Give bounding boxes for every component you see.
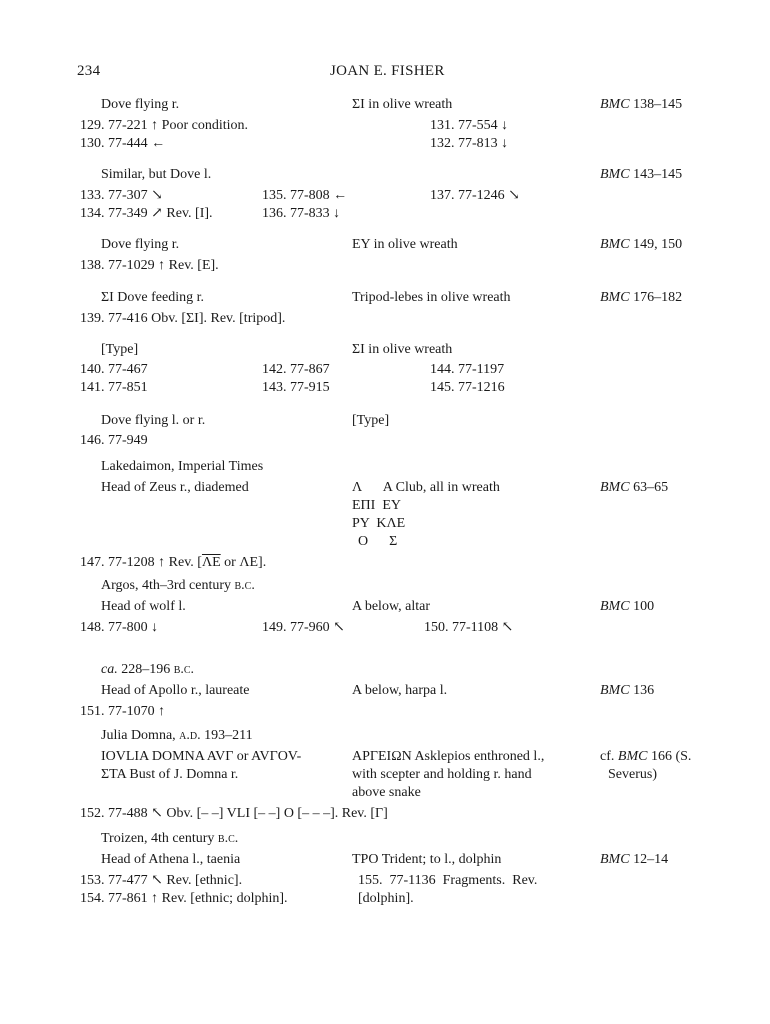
catalog-entry: 143. 77-915 — [262, 380, 330, 395]
catalog-entry: 136. 77-833 ↓ — [262, 206, 341, 221]
reverse-legend-line: with scepter and holding r. hand — [352, 767, 532, 782]
reverse-description: EY in olive wreath — [352, 237, 458, 252]
catalog-entry: 146. 77-949 — [80, 433, 148, 448]
reverse-description: ΣI in olive wreath — [352, 342, 453, 357]
bmc-prefix: cf. — [600, 749, 618, 764]
catalog-entry: 131. 77-554 ↓ — [430, 118, 509, 133]
section-heading — [101, 577, 255, 595]
catalog-entry: 137. 77-1246 ↘ — [430, 188, 520, 203]
bmc-number: 63–65 — [629, 480, 669, 495]
catalog-entry: 135. 77-808 ← — [262, 188, 348, 203]
catalog-entry: 140. 77-467 — [80, 362, 148, 377]
heading-era: a.d. — [179, 728, 201, 743]
reverse-description: TPO Trident; to l., dolphin — [352, 852, 502, 867]
bmc-number: 136 — [629, 683, 655, 698]
bmc-reference — [600, 598, 654, 616]
heading-era: b.c. — [217, 831, 239, 846]
obverse-description: Head of Zeus r., diademed — [101, 480, 249, 495]
catalog-entry: 129. 77-221 ↑ Poor condition. — [80, 118, 248, 133]
bmc-reference — [600, 96, 682, 114]
catalog-entry: 132. 77-813 ↓ — [430, 136, 509, 151]
bmc-number: 149, 150 — [629, 237, 683, 252]
bmc-abbr: BMC — [600, 599, 630, 614]
catalog-entry: 145. 77-1216 — [430, 380, 505, 395]
catalog-entry: 151. 77-1070 ↑ — [80, 704, 166, 719]
section-heading: Lakedaimon, Imperial Times — [101, 459, 264, 474]
reverse-legend-line: ΕΠΙ EY — [352, 498, 401, 513]
bmc-abbr: BMC — [600, 167, 630, 182]
catalog-entry-continued: [dolphin]. — [358, 891, 414, 906]
section-heading — [101, 727, 253, 745]
catalog-entry: 154. 77-861 ↑ Rev. [ethnic; dolphin]. — [80, 891, 288, 906]
reverse-description: Tripod-lebes in olive wreath — [352, 290, 511, 305]
reverse-legend-line: above snake — [352, 785, 421, 800]
obverse-description: Dove flying r. — [101, 97, 180, 112]
bmc-abbr: BMC — [600, 683, 630, 698]
page-number: 234 — [77, 63, 101, 79]
catalog-entry: 153. 77-477 ↖ Rev. [ethnic]. — [80, 873, 243, 888]
bmc-reference — [600, 851, 668, 869]
bmc-abbr: BMC — [617, 749, 648, 764]
reverse-legend-line: Λ A Club, all in wreath — [352, 480, 500, 495]
bmc-abbr: BMC — [600, 97, 630, 112]
bmc-number: 176–182 — [629, 290, 683, 305]
catalog-entry: 155. 77-1136 Fragments. Rev. — [358, 873, 538, 888]
heading-text: 228–196 — [117, 662, 174, 677]
obverse-description: Head of wolf l. — [101, 599, 186, 614]
bmc-abbr: BMC — [600, 290, 630, 305]
catalog-entry: 148. 77-800 ↓ — [80, 620, 159, 635]
entry-overlined-text: $\overline{\Lambda E}$ — [201, 555, 221, 570]
catalog-entry: 139. 77-416 Obv. [ΣI]. Rev. [tripod]. — [80, 311, 286, 326]
entry-text: 147. 77-1208 ↑ Rev. [ — [80, 555, 202, 570]
bmc-reference — [600, 289, 682, 307]
reverse-legend-line: PY ΚΛΕ — [352, 516, 406, 531]
running-head-author: JOAN E. FISHER — [330, 63, 445, 79]
catalog-entry: 133. 77-307 ↘ — [80, 188, 163, 203]
section-heading — [101, 661, 194, 679]
catalog-entry: 130. 77-444 ← — [80, 136, 166, 151]
reverse-legend-line: O Σ — [358, 534, 398, 549]
reverse-description: A below, harpa l. — [352, 683, 448, 698]
bmc-number: 100 — [629, 599, 655, 614]
obverse-description: Head of Apollo r., laureate — [101, 683, 250, 698]
catalog-entry — [80, 554, 266, 572]
catalog-entry: 141. 77-851 — [80, 380, 148, 395]
catalog-entry: 138. 77-1029 ↑ Rev. [E]. — [80, 258, 219, 273]
heading-era: b.c. — [234, 578, 255, 593]
heading-circa: ca. — [101, 662, 118, 677]
catalog-entry: 142. 77-867 — [262, 362, 330, 377]
bmc-reference — [600, 166, 682, 184]
reverse-description: ΣI in olive wreath — [352, 97, 453, 112]
bmc-reference — [600, 682, 654, 700]
bmc-abbr: BMC — [600, 852, 630, 867]
obverse-description: Similar, but Dove l. — [101, 167, 212, 182]
entry-text: or ΛE]. — [220, 555, 267, 570]
obverse-legend-line: ΣTA Bust of J. Domna r. — [101, 767, 239, 782]
heading-era: b.c. — [173, 662, 195, 677]
bmc-number: 138–145 — [629, 97, 683, 112]
obverse-description: [Type] — [101, 342, 139, 357]
catalog-entry: 149. 77-960 ↖ — [262, 620, 345, 635]
heading-text: Julia Domna, — [101, 728, 180, 743]
obverse-description: ΣI Dove feeding r. — [101, 290, 205, 305]
obverse-description: Dove flying l. or r. — [101, 413, 206, 428]
catalog-entry: 152. 77-488 ↖ Obv. [– –] VLI [– –] O [– – –]. Rev. [Γ] — [80, 806, 388, 821]
bmc-reference — [600, 748, 691, 766]
obverse-description: Head of Athena l., taenia — [101, 852, 241, 867]
bmc-abbr: BMC — [600, 480, 630, 495]
obverse-description: Dove flying r. — [101, 237, 180, 252]
heading-text: Troizen, 4th century — [101, 831, 218, 846]
catalog-entry: 134. 77-349 ↗ Rev. [I]. — [80, 206, 213, 221]
bmc-reference — [600, 236, 682, 254]
heading-text: 193–211 — [200, 728, 253, 743]
catalog-entry: 144. 77-1197 — [430, 362, 505, 377]
heading-text: Argos, 4th–3rd century — [101, 578, 235, 593]
bmc-number: 12–14 — [629, 852, 669, 867]
catalog-entry: 150. 77-1108 ↖ — [424, 620, 514, 635]
bmc-abbr: BMC — [600, 237, 630, 252]
reverse-legend-line: APΓEIΩN Asklepios enthroned l., — [352, 749, 545, 764]
section-heading — [101, 830, 238, 848]
bmc-reference — [600, 479, 668, 497]
bmc-reference-continued: Severus) — [608, 767, 657, 782]
reverse-description: [Type] — [352, 413, 390, 428]
bmc-number: 166 (S. — [647, 749, 692, 764]
bmc-number: 143–145 — [629, 167, 683, 182]
obverse-legend-line: IOVLIA DOMNA AVΓ or AVΓOV- — [101, 749, 302, 764]
reverse-description: A below, altar — [352, 599, 431, 614]
